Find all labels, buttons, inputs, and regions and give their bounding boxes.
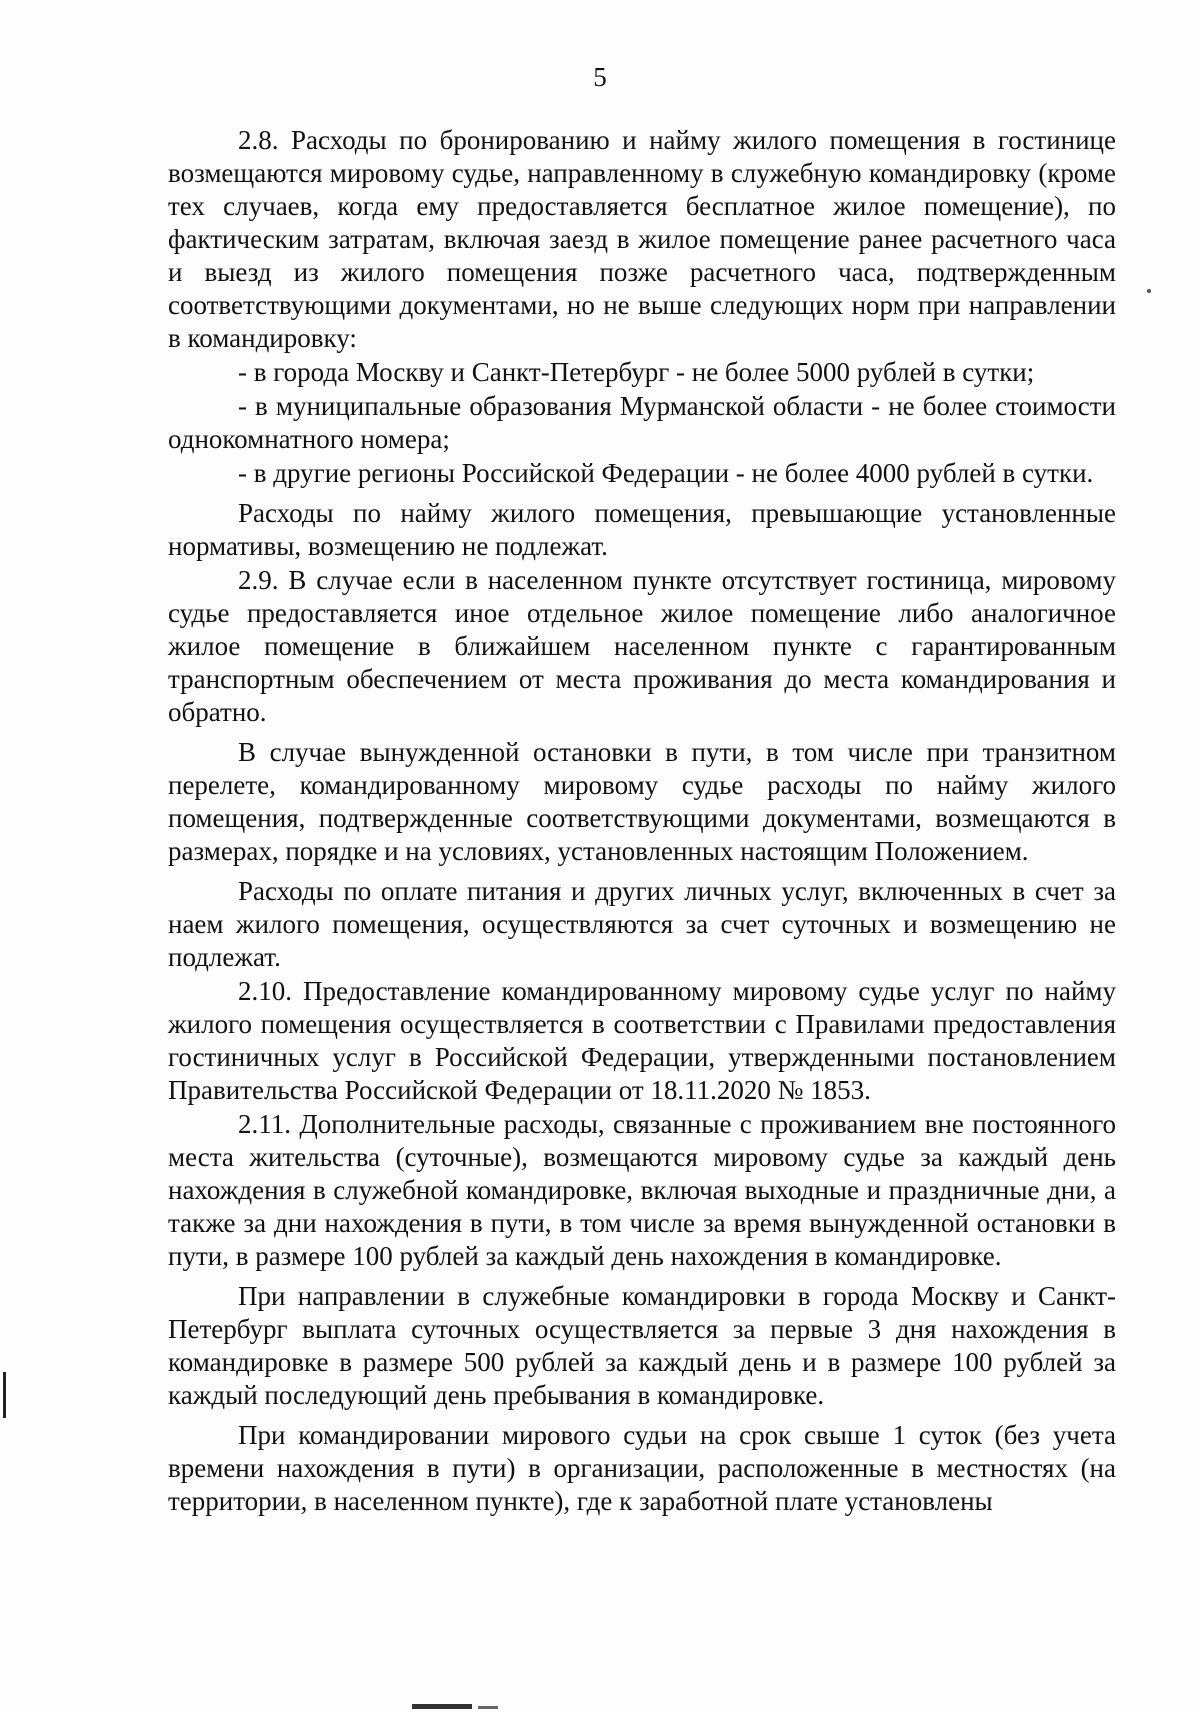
- list-item-moscow-spb: - в города Москву и Санкт-Петербург - не более 5000 рублей в сутки;: [238, 357, 1035, 387]
- list-item-murmansk: - в муниципальные образования Мурманской области - не более стоимости однокомнатного номера;: [168, 391, 1116, 454]
- document-body: [168, 124, 1116, 1525]
- scan-bottom-mark: [412, 1704, 472, 1709]
- paragraph-2-11: 2.11. Дополнительные расходы, связанные с проживанием вне постоянного места жительства (суточные), возмещаются мировому судье за каждый день нахождения в служебной командировке, включая выходные и праздничные дни, а также за дни нахождения в пути, в том числе за время вынужденной остановки в пути, в размере 100 рублей за каждый день нахождения в командировке.: [168, 1109, 1116, 1271]
- paragraph-meals: Расходы по оплате питания и других личных услуг, включенных в счет за наем жилого помещения, осуществляются за счет суточных и возмещению не подлежат.: [168, 876, 1116, 972]
- paragraph-excess-expenses: Расходы по найму жилого помещения, превышающие установленные нормативы, возмещению не подлежат.: [168, 498, 1116, 561]
- paragraph-forced-stop: В случае вынужденной остановки в пути, в том числе при транзитном перелете, командированному мировому судье расходы по найму жилого помещения, подтвержденные соответствующими документами, возмещаются в размерах, порядке и на условиях, установленных настоящим Положением.: [168, 737, 1116, 866]
- scan-edge-mark: [3, 1372, 6, 1418]
- paragraph-secondment-over-1-day: При командировании мирового судьи на срок свыше 1 суток (без учета времени нахождения в пути) в организации, расположенные в местностях (на территории, в населенном пункте), где к заработной плате установлены: [168, 1420, 1116, 1516]
- paragraph-2-9: 2.9. В случае если в населенном пункте отсутствует гостиница, мировому судье предоставляется иное отдельное жилое помещение либо аналогичное жилое помещение в ближайшем населенном пункте с гарантированным транспортным обеспечением от места проживания до места командирования и обратно.: [168, 565, 1116, 727]
- paragraph-2-8: 2.8. Расходы по бронированию и найму жилого помещения в гостинице возмещаются мировому судье, направленному в служебную командировку (кроме тех случаев, когда ему предоставляется бесплатное жилое помещение), по фактическим затратам, включая заезд в жилое помещение ранее расчетного часа и выезд из жилого помещения позже расчетного часа, подтвержденным соответствующими документами, но не выше следующих норм при направлении в командировку:: [168, 125, 1116, 353]
- page-number: 5: [593, 62, 607, 92]
- list-item-other-regions: - в другие регионы Российской Федерации - не более 4000 рублей в сутки.: [238, 458, 1094, 488]
- paragraph-moscow-per-diem: При направлении в служебные командировки в города Москву и Санкт-Петербург выплата суточных осуществляется за первые 3 дня нахождения в командировке в размере 500 рублей за каждый день и в размере 100 рублей за каждый последующий день пребывания в командировке.: [168, 1281, 1116, 1410]
- scan-dust-dot: [1147, 289, 1151, 293]
- scan-bottom-mark-small: [478, 1706, 498, 1709]
- paragraph-2-10: 2.10. Предоставление командированному мировому судье услуг по найму жилого помещения осуществляется в соответствии с Правилами предоставления гостиничных услуг в Российской Федерации, утвержденными постановлением Правительства Российской Федерации от 18.11.2020 № 1853.: [168, 976, 1116, 1105]
